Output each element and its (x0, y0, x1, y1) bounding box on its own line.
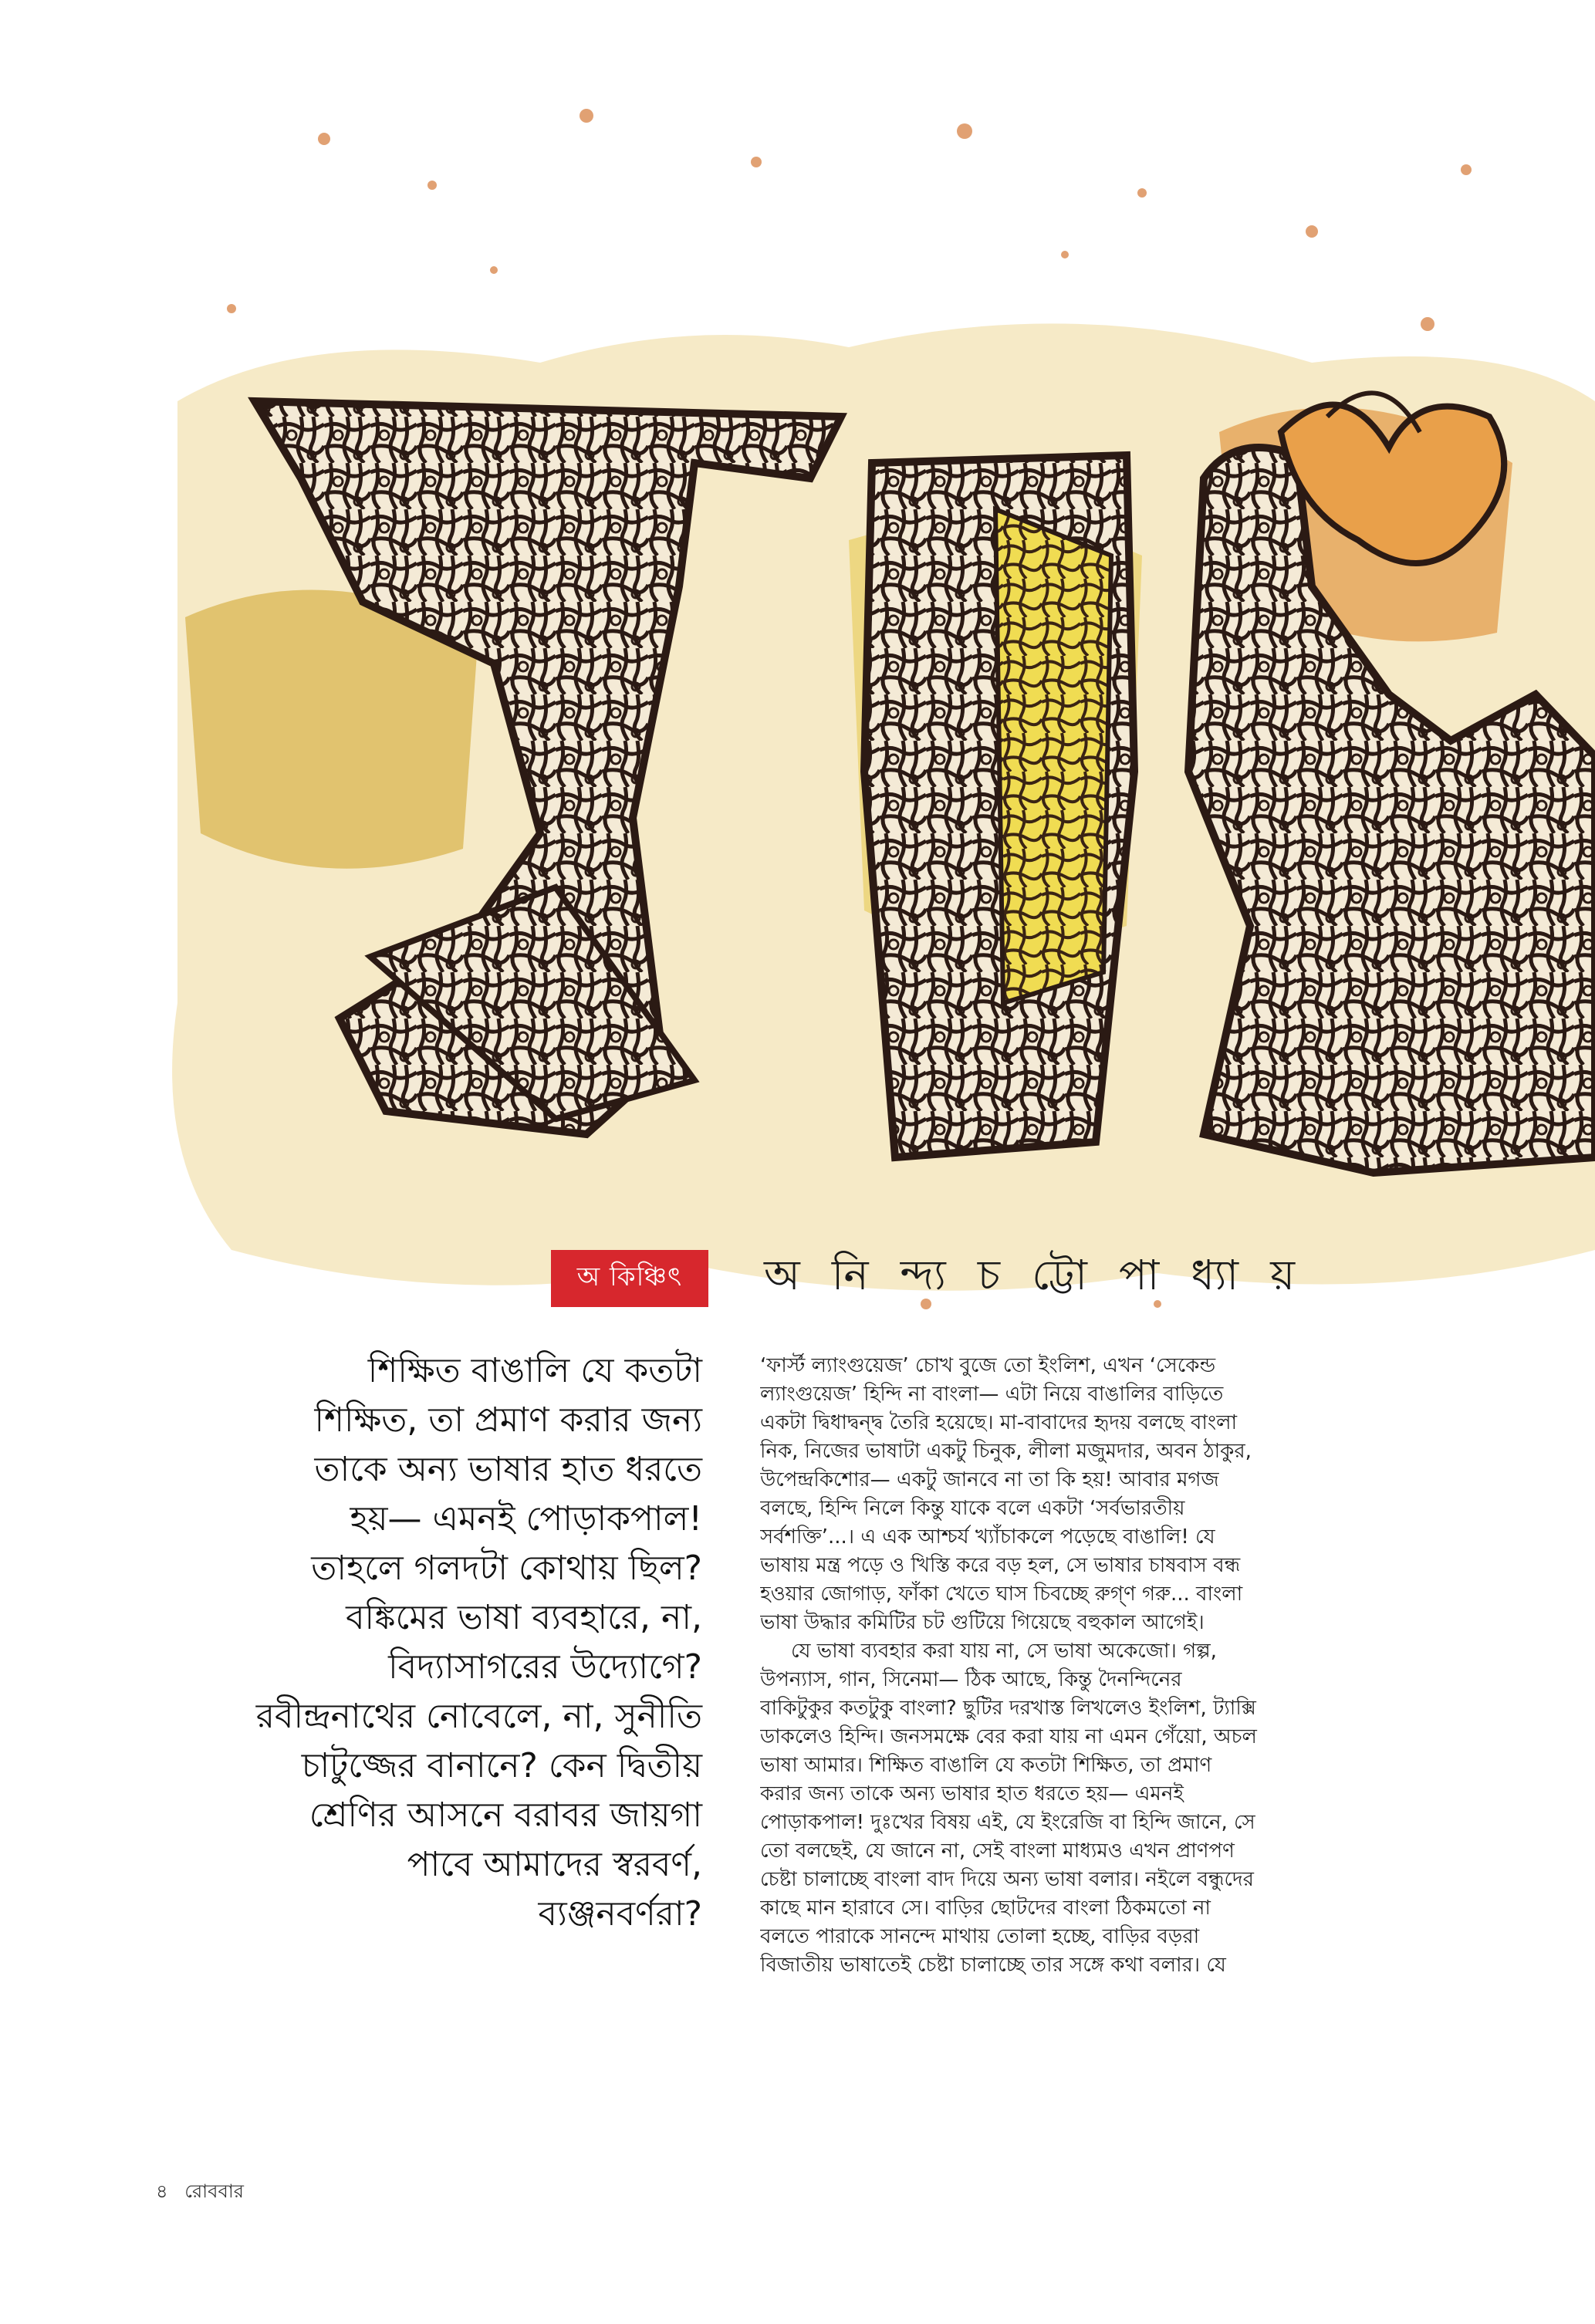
pull-quote-line: রবীন্দ্রনাথের নোবেলে, না, সুনীতি (255, 1697, 702, 1736)
body-line: হওয়ার জোগাড়, ফাঁকা খেতে ঘাস চিবচ্ছে রুগ্ণ গরু... বাংলা (760, 1583, 1243, 1606)
pull-quote-line: ব্যঞ্জনবর্ণরা? (538, 1894, 702, 1934)
pull-quote-line: বিদ্যাসাগরের উদ্যোগে? (388, 1647, 702, 1687)
pull-quote-line: চাটুজ্জের বানানে? কেন দ্বিতীয় (301, 1746, 702, 1785)
body-line: তো বলছেই, যে জানে না, সেই বাংলা মাধ্যমও এখন প্রাণপণ (760, 1839, 1235, 1863)
body-line: ‘ফার্স্ট ল্যাংগুয়েজ’ চোখ বুজে তো ইংলিশ, এখন ‘সেকেন্ড (760, 1354, 1216, 1377)
pull-quote-line: শ্রেণির আসনে বরাবর জায়গা (309, 1795, 702, 1835)
pull-quote-line: তাহলে গলদটা কোথায় ছিল? (311, 1549, 702, 1588)
body-line: ল্যাংগুয়েজ’ হিন্দি না বাংলা— এটা নিয়ে বাঙালির বাড়িতে (760, 1383, 1224, 1406)
body-line: উপন্যাস, গান, সিনেমা— ঠিক আছে, কিন্তু দৈনন্দিনের (760, 1668, 1182, 1691)
article-body (760, 1352, 1439, 1980)
body-line: বাকিটুকুর কতটুকু বাংলা? ছুটির দরখাস্ত লিখলেও ইংলিশ, ট্যাক্সি (760, 1697, 1256, 1720)
pull-quote-line: শিক্ষিত বাঙালি যে কতটা (367, 1351, 702, 1390)
body-line: যে ভাষা ব্যবহার করা যায় না, সে ভাষা অকেজো। গল্প, (791, 1640, 1217, 1663)
glyph-middle-icon (864, 455, 1134, 1157)
body-line: করার জন্য তাকে অন্য ভাষার হাত ধরতে হয়— এমনই (760, 1782, 1184, 1805)
body-line: ভাষায় মন্ত্র পড়ে ও খিস্তি করে বড় হল, সে ভাষার চাষবাস বন্ধ (760, 1554, 1241, 1577)
body-line: বিজাতীয় ভাষাতেই চেষ্টা চালাচ্ছে তার সঙ্গে কথা বলার। যে (760, 1954, 1226, 1977)
page-footer (156, 2177, 244, 2208)
body-line: পোড়াকপাল! দুঃখের বিষয় এই, যে ইংরেজি বা হিন্দি জানে, সে (760, 1811, 1255, 1834)
body-line: ডাকলেও হিন্দি। জনসমক্ষে বের করা যায় না এমন গেঁয়ো, অচল (760, 1725, 1257, 1748)
section-tag-label: অ কিঞ্চিৎ (576, 1261, 683, 1292)
body-line: নিক, নিজের ভাষাটা একটু চিনুক, লীলা মজুমদার, অবন ঠাকুর, (760, 1440, 1252, 1463)
author-byline: অ নি ন্দ্য চ ট্টো পা ধ্যা য় (764, 1251, 1305, 1299)
body-line: একটা দ্বিধাদ্বন্দ্ব তৈরি হয়েছে। মা-বাবাদের হৃদয় বলছে বাংলা (760, 1411, 1238, 1434)
page-number: ৪ (156, 2180, 168, 2202)
body-line: কাছে মান হারাবে সে। বাড়ির ছোটদের বাংলা ঠিকমতো না (760, 1897, 1211, 1920)
body-line: চেষ্টা চালাচ্ছে বাংলা বাদ দিয়ে অন্য ভাষা বলার। নইলে বন্ধুদের (760, 1868, 1254, 1891)
pull-quote-line: পাবে আমাদের স্বরবর্ণ, (407, 1845, 702, 1884)
body-line: উপেন্দ্রকিশোর— একটু জানবে না তা কি হয়! আবার মগজ (760, 1468, 1219, 1491)
pull-quote (147, 1346, 702, 1939)
pull-quote-line: হয়— এমনই পোড়াকপাল! (350, 1499, 702, 1539)
pull-quote-line: শিক্ষিত, তা প্রমাণ করার জন্য (314, 1400, 702, 1440)
body-line: ভাষা আমার। শিক্ষিত বাঙালি যে কতটা শিক্ষিত, তা প্রমাণ (760, 1754, 1212, 1777)
body-line: ভাষা উদ্ধার কমিটির চট গুটিয়ে গিয়েছে বহুকাল আগেই। (760, 1611, 1205, 1634)
pull-quote-line: বঙ্কিমের ভাষা ব্যবহারে, না, (346, 1598, 702, 1637)
body-line: বলতে পারাকে সানন্দে মাথায় তোলা হচ্ছে, বাড়ির বড়রা (760, 1925, 1200, 1948)
body-line: বলছে, হিন্দি নিলে কিন্তু যাকে বলে একটা ‘সর্বভারতীয় (760, 1497, 1185, 1520)
pull-quote-line: তাকে অন্য ভাষার হাত ধরতে (314, 1450, 702, 1489)
section-tag (551, 1250, 708, 1307)
body-line: সর্বশক্তি’...। এ এক আশ্চর্য খ্যাঁচাকলে পড়েছে বাঙালি! যে (760, 1525, 1215, 1549)
publication-name: রোববার (184, 2180, 244, 2202)
